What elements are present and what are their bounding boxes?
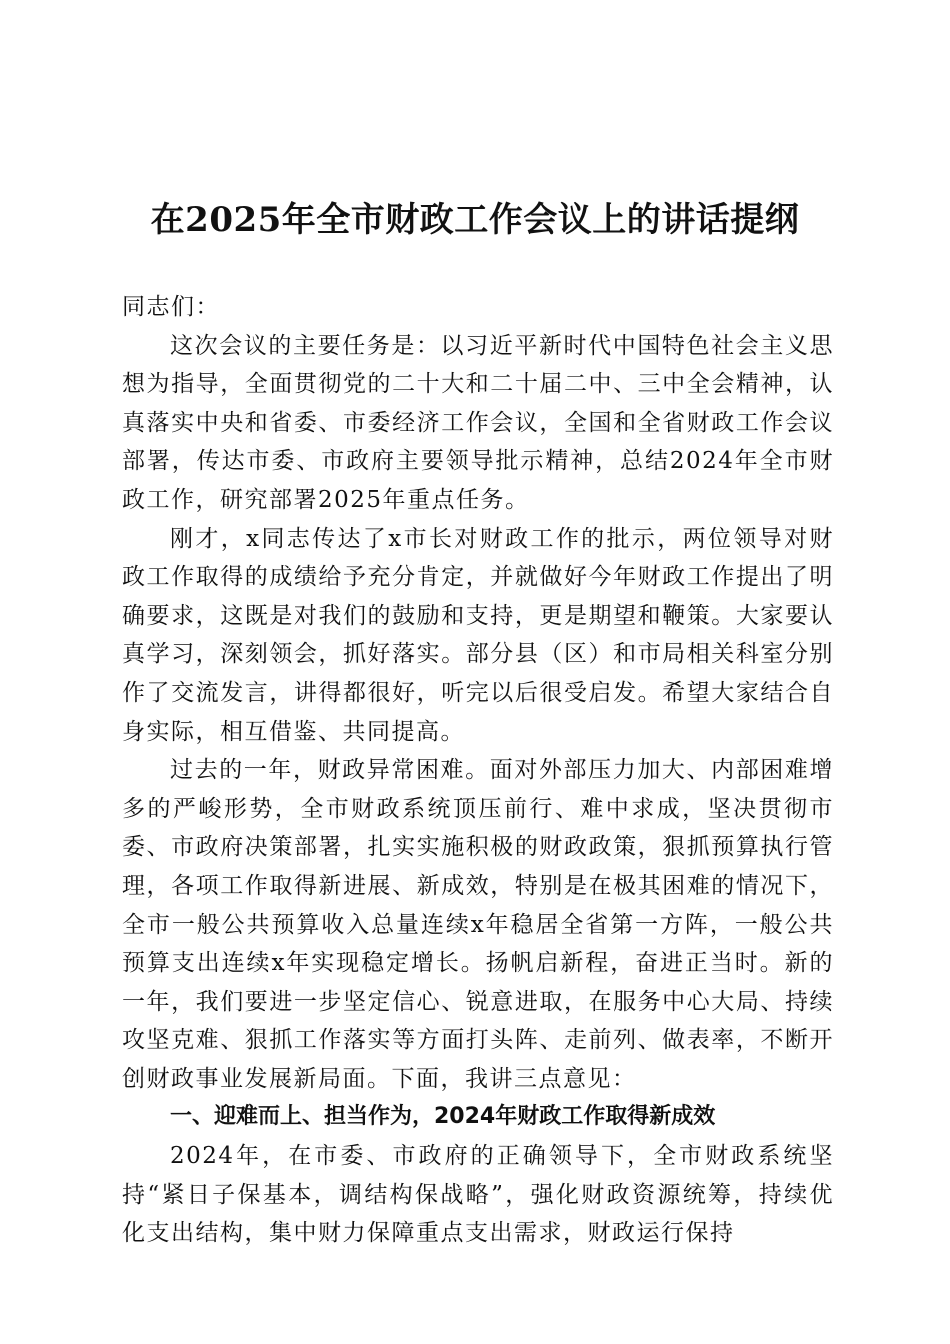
salutation: 同志们： (122, 294, 220, 320)
paragraph-past-year: 过去的一年，财政异常困难。面对外部压力加大、内部困难增多的严峻形势，全市财政系统顶压前行、难中求成，坚决贯彻市委、市政府决策部署，扎实实施积极的财政政策，狠抓预算执行管理，各项工作取得新进展、新成效，特别是在极其困难的情况下，全市一般公共预算收入总量连续x年稳居全省第一方阵，一般公共预算支出连续x年实现稳定增长。扬帆启新程，奋进正当时。新的一年，我们要进一步坚定信心、锐意进取，在服务中心大局、持续攻坚克难、狠抓工作落实等方面打头阵、走前列、做表率，不断开创财政事业发展新局面。下面，我讲三点意见： (122, 757, 834, 1092)
document-body (122, 288, 834, 1253)
paragraph-leader-remarks: 刚才，x同志传达了x市长对财政工作的批示，两位领导对财政工作取得的成绩给予充分肯定，并就做好今年财政工作提出了明确要求，这既是对我们的鼓励和支持，更是期望和鞭策。大家要认真学习，深刻领会，抓好落实。部分县（区）和市局相关科室分别作了交流发言，讲得都很好，听完以后很受启发。希望大家结合自身实际，相互借鉴、共同提高。 (122, 525, 834, 745)
paragraph-meeting-tasks: 这次会议的主要任务是：以习近平新时代中国特色社会主义思想为指导，全面贯彻党的二十大和二十届二中、三中全会精神，认真落实中央和省委、市委经济工作会议，全国和全省财政工作会议部署，传达市委、市政府主要领导批示精神，总结2024年全市财政工作，研究部署2025年重点任务。 (122, 332, 834, 513)
section-heading-1: 一、迎难而上、担当作为，2024年财政工作取得新成效 (170, 1104, 716, 1130)
paragraph-2024-summary: 2024年，在市委、市政府的正确领导下，全市财政系统坚持“紧日子保基本，调结构保战略”，强化财政资源统筹，持续优化支出结构，集中财力保障重点支出需求，财政运行保持 (122, 1143, 834, 1247)
document-title: 在2025年全市财政工作会议上的讲话提纲 (150, 200, 800, 240)
